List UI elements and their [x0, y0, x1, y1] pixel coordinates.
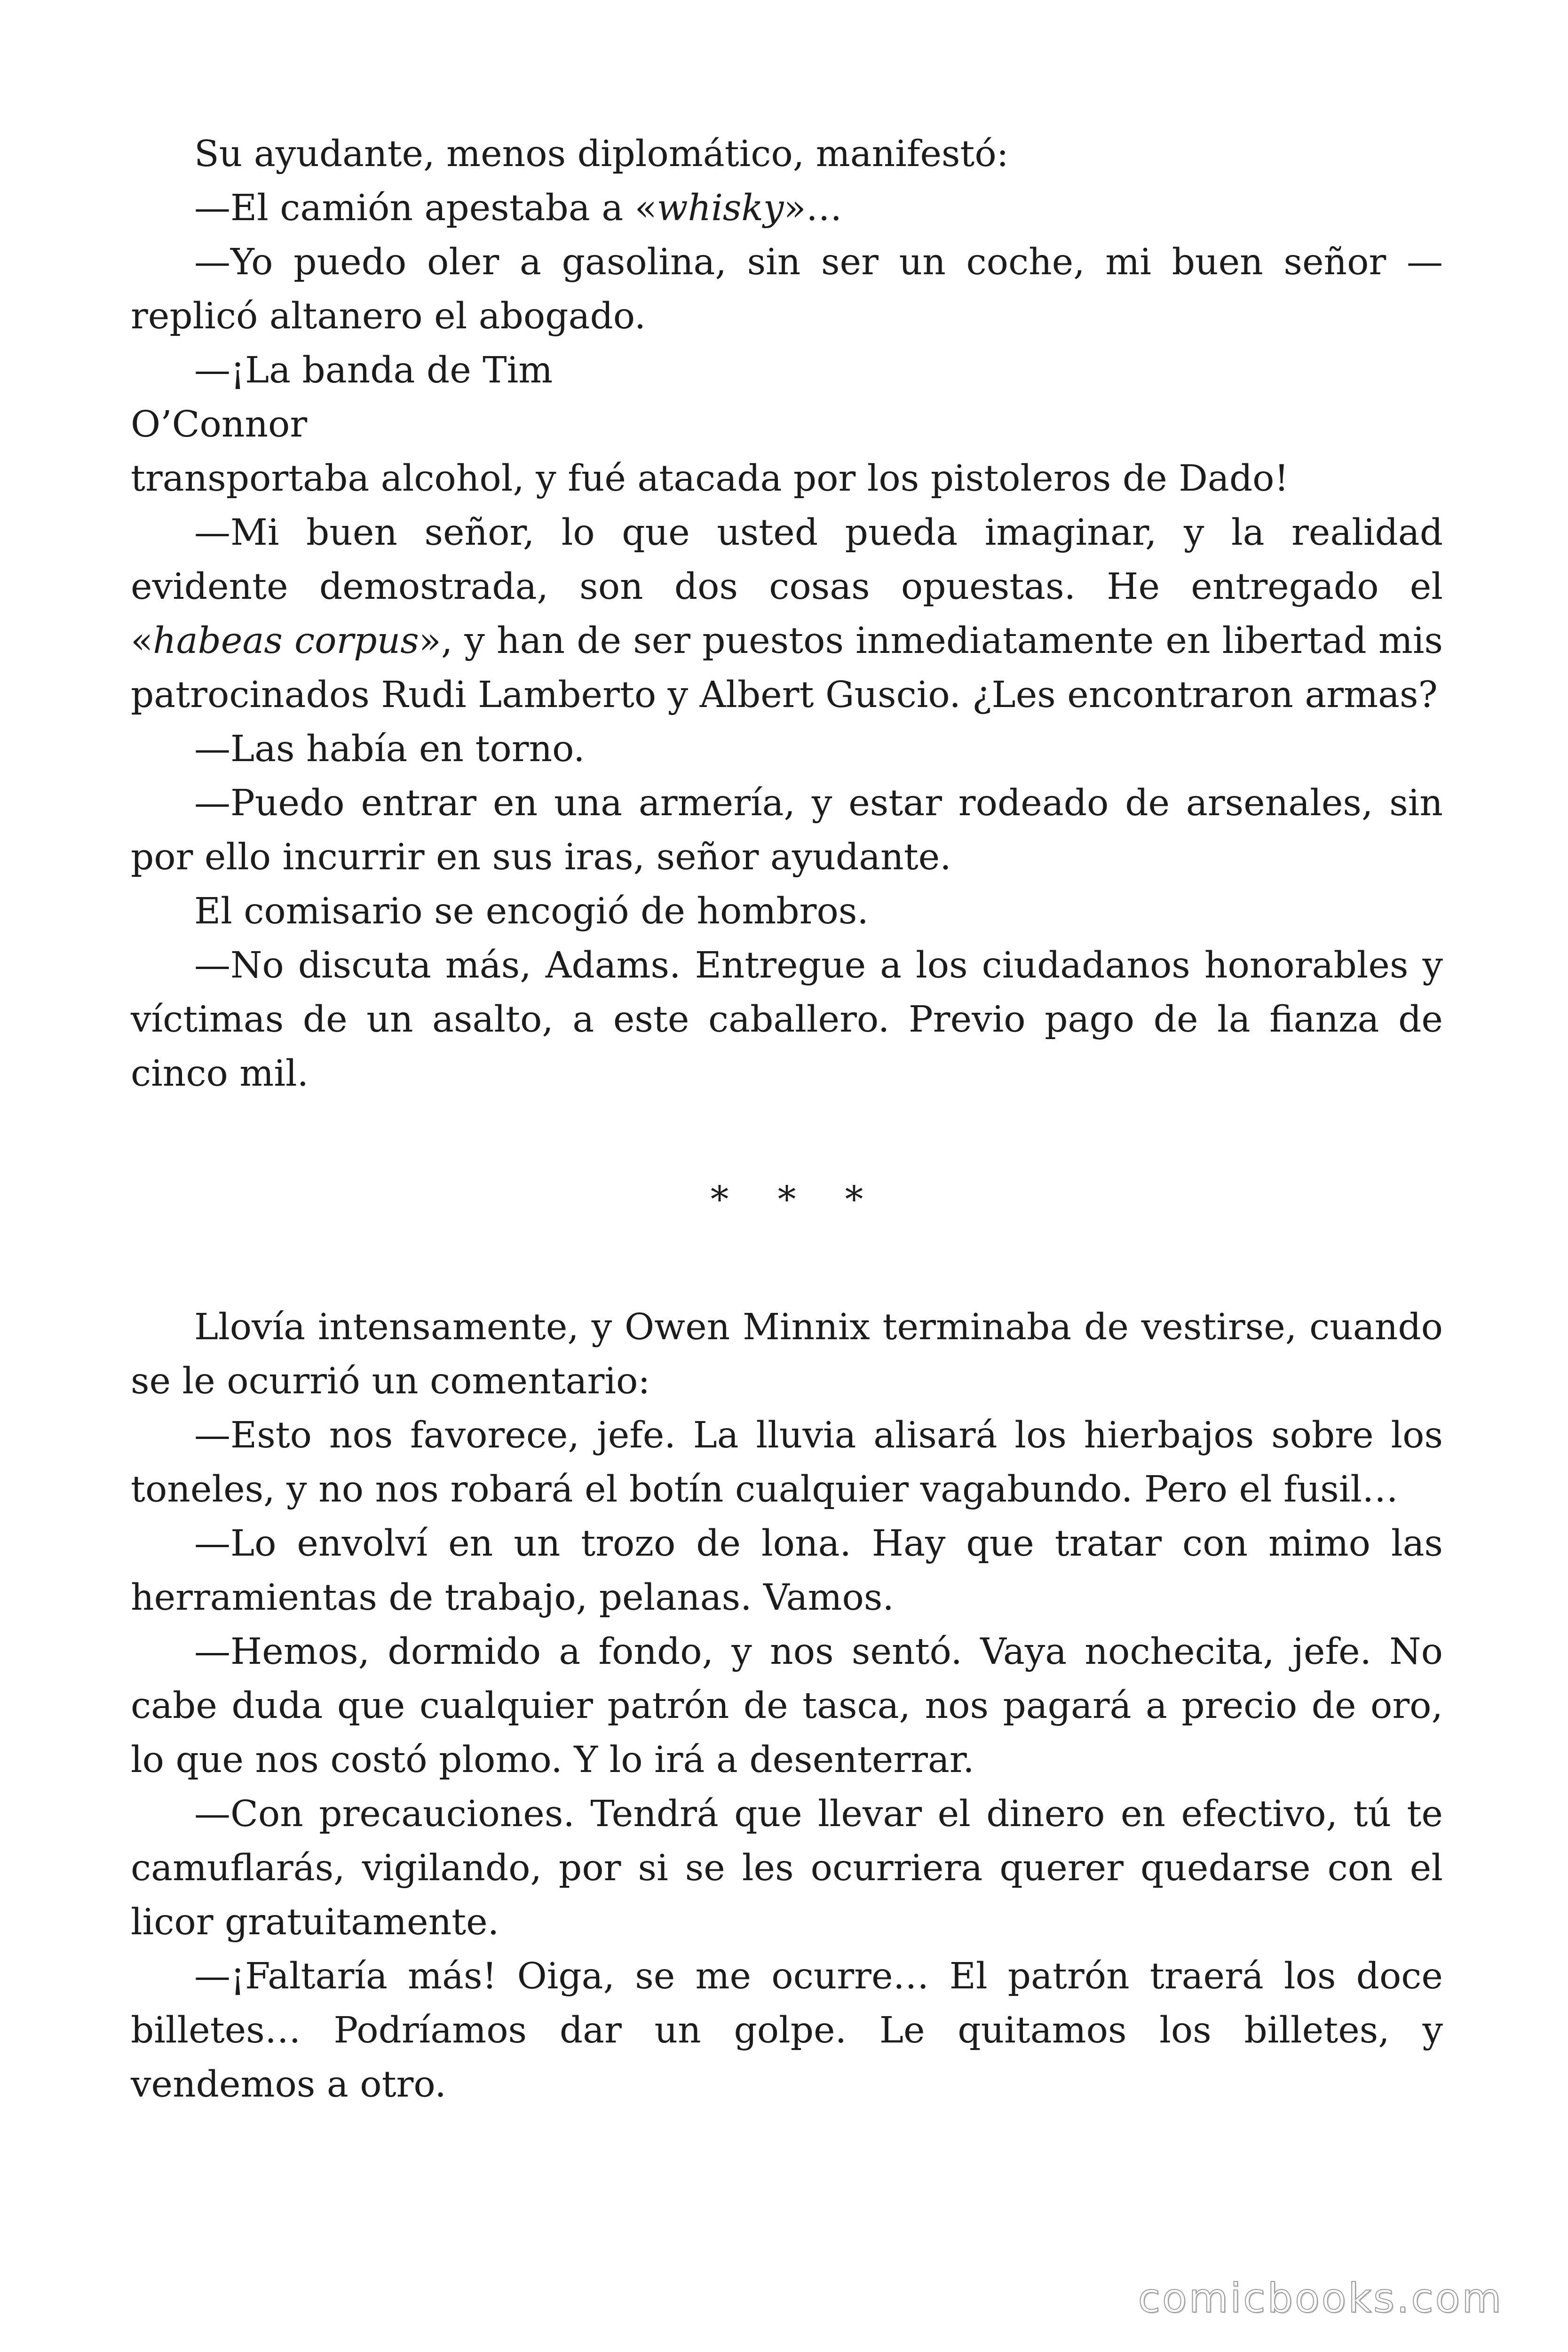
book-page	[131, 127, 1443, 2112]
paragraph: —Con precauciones. Tendrá que llevar el dinero en efectivo, tú te camuflarás, vigilando, por si se les ocurriera querer quedarse con el licor gratuitamente.	[131, 1793, 1443, 1943]
text-section-bottom	[131, 1300, 1443, 2112]
paragraph	[131, 181, 1443, 235]
paragraph: O’Connor	[131, 404, 308, 445]
text-run: —Mi buen señor, lo que usted pueda imaginar, y la realidad evidente demostrada, son dos cosas opuestas. He entregado el «	[131, 512, 1443, 662]
italic-text: habeas corpus	[153, 620, 419, 662]
paragraph: —Puedo entrar en una armería, y estar rodeado de arsenales, sin por ello incurrir en sus iras, señor ayudante.	[131, 782, 1443, 878]
paragraph: —Lo envolví en un trozo de lona. Hay que tratar con mimo las herramientas de trabajo, pelanas. Vamos.	[131, 1523, 1443, 1619]
paragraph	[131, 506, 1443, 722]
paragraph: —No discuta más, Adams. Entregue a los ciudadanos honorables y víctimas de un asalto, a este caballero. Previo pago de la fianza de cinco mil.	[131, 945, 1443, 1095]
text-run: », y han de ser puestos inmediatamente en libertad mis patrocinados Rudi Lamberto y Albert Guscio. ¿Les encontraron armas?	[131, 620, 1443, 716]
italic-text: whisky	[657, 187, 784, 229]
text-run: »…	[784, 187, 842, 229]
paragraph: transportaba alcohol, y fué atacada por los pistoleros de Dado!	[131, 458, 1289, 500]
text-section-top	[131, 127, 1443, 1101]
section-separator: * * *	[710, 1179, 882, 1221]
paragraph: —Hemos, dormido a fondo, y nos sentó. Vaya nochecita, jefe. No cabe duda que cualquier patrón de tasca, nos pagará a precio de oro, lo que nos costó plomo. Y lo irá a desenterrar.	[131, 1631, 1443, 1781]
text-run: —El camión apestaba a «	[194, 187, 657, 229]
paragraph: —Las había en torno.	[194, 728, 585, 770]
paragraph: —¡Faltaría más! Oiga, se me ocurre… El patrón traerá los doce billetes… Podríamos dar un golpe. Le quitamos los billetes, y vendemos a otro.	[131, 1955, 1443, 2106]
paragraph: —¡La banda de Tim	[194, 350, 553, 391]
watermark-logo: comicbooks.com	[1138, 2275, 1503, 2322]
paragraph: El comisario se encogió de hombros.	[194, 890, 869, 932]
paragraph: —Esto nos favorece, jefe. La lluvia alisará los hierbajos sobre los toneles, y no nos robará el botín cualquier vagabundo. Pero el fusil…	[131, 1414, 1443, 1510]
paragraph: —Yo puedo oler a gasolina, sin ser un coche, mi buen señor —replicó altanero el abogado.	[131, 241, 1443, 337]
paragraph: Llovía intensamente, y Owen Minnix terminaba de vestirse, cuando se le ocurrió un comentario:	[131, 1306, 1443, 1402]
paragraph: Su ayudante, menos diplomático, manifestó:	[194, 133, 1009, 175]
